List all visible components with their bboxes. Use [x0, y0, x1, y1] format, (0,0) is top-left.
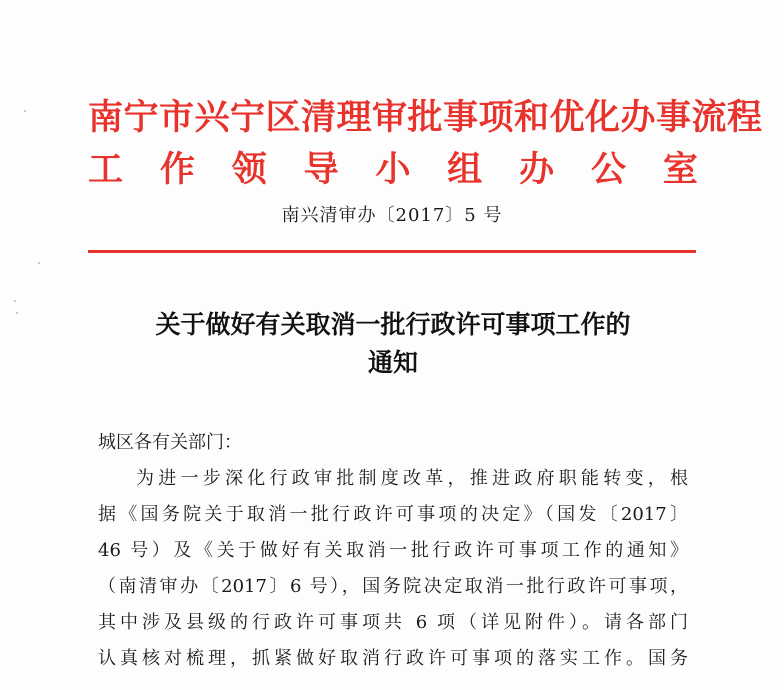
scan-speck — [24, 110, 26, 112]
body-line: 认真核对梳理，抓紧做好取消行政许可事项的落实工作。国务 — [98, 648, 688, 669]
notice-title — [88, 306, 698, 382]
scan-speck — [38, 262, 40, 264]
scan-speck — [14, 300, 16, 302]
org-char: 小 — [375, 149, 411, 190]
body-line: 为进一步深化行政审批制度改革，推进政府职能转变，根 — [136, 468, 688, 489]
body-line: 其中涉及县级的行政许可事项共 6 项（详见附件）。请各部门 — [98, 612, 688, 633]
scan-speck — [16, 312, 18, 314]
body-line: 46 号）及《关于做好有关取消一批行政许可事项工作的通知》 — [98, 540, 688, 561]
org-char: 室 — [662, 149, 698, 190]
org-char: 领 — [231, 149, 267, 190]
notice-title-line-2: 通知 — [367, 348, 418, 377]
red-divider-rule — [88, 250, 696, 253]
org-char: 作 — [159, 149, 195, 190]
org-char: 导 — [303, 149, 339, 190]
document-number: 南兴清审办〔2017〕5 号 — [281, 205, 503, 226]
notice-title-line-1: 关于做好有关取消一批行政许可事项工作的 — [155, 310, 631, 339]
notice-body — [98, 425, 688, 677]
org-char: 组 — [447, 149, 483, 190]
salutation: 城区各有关部门： — [98, 432, 242, 453]
issuing-organization-line-1: 南宁市兴宁区清理审批事项和优化办事流程 — [88, 97, 763, 138]
body-line: 据《国务院关于取消一批行政许可事项的决定》（国发〔2017〕 — [98, 504, 688, 525]
body-line: （南清审办〔2017〕6 号），国务院决定取消一批行政许可事项， — [98, 576, 688, 597]
org-char: 工 — [88, 149, 124, 190]
org-char: 公 — [591, 149, 627, 190]
org-char: 办 — [519, 149, 555, 190]
issuing-organization-line-2 — [88, 148, 698, 192]
